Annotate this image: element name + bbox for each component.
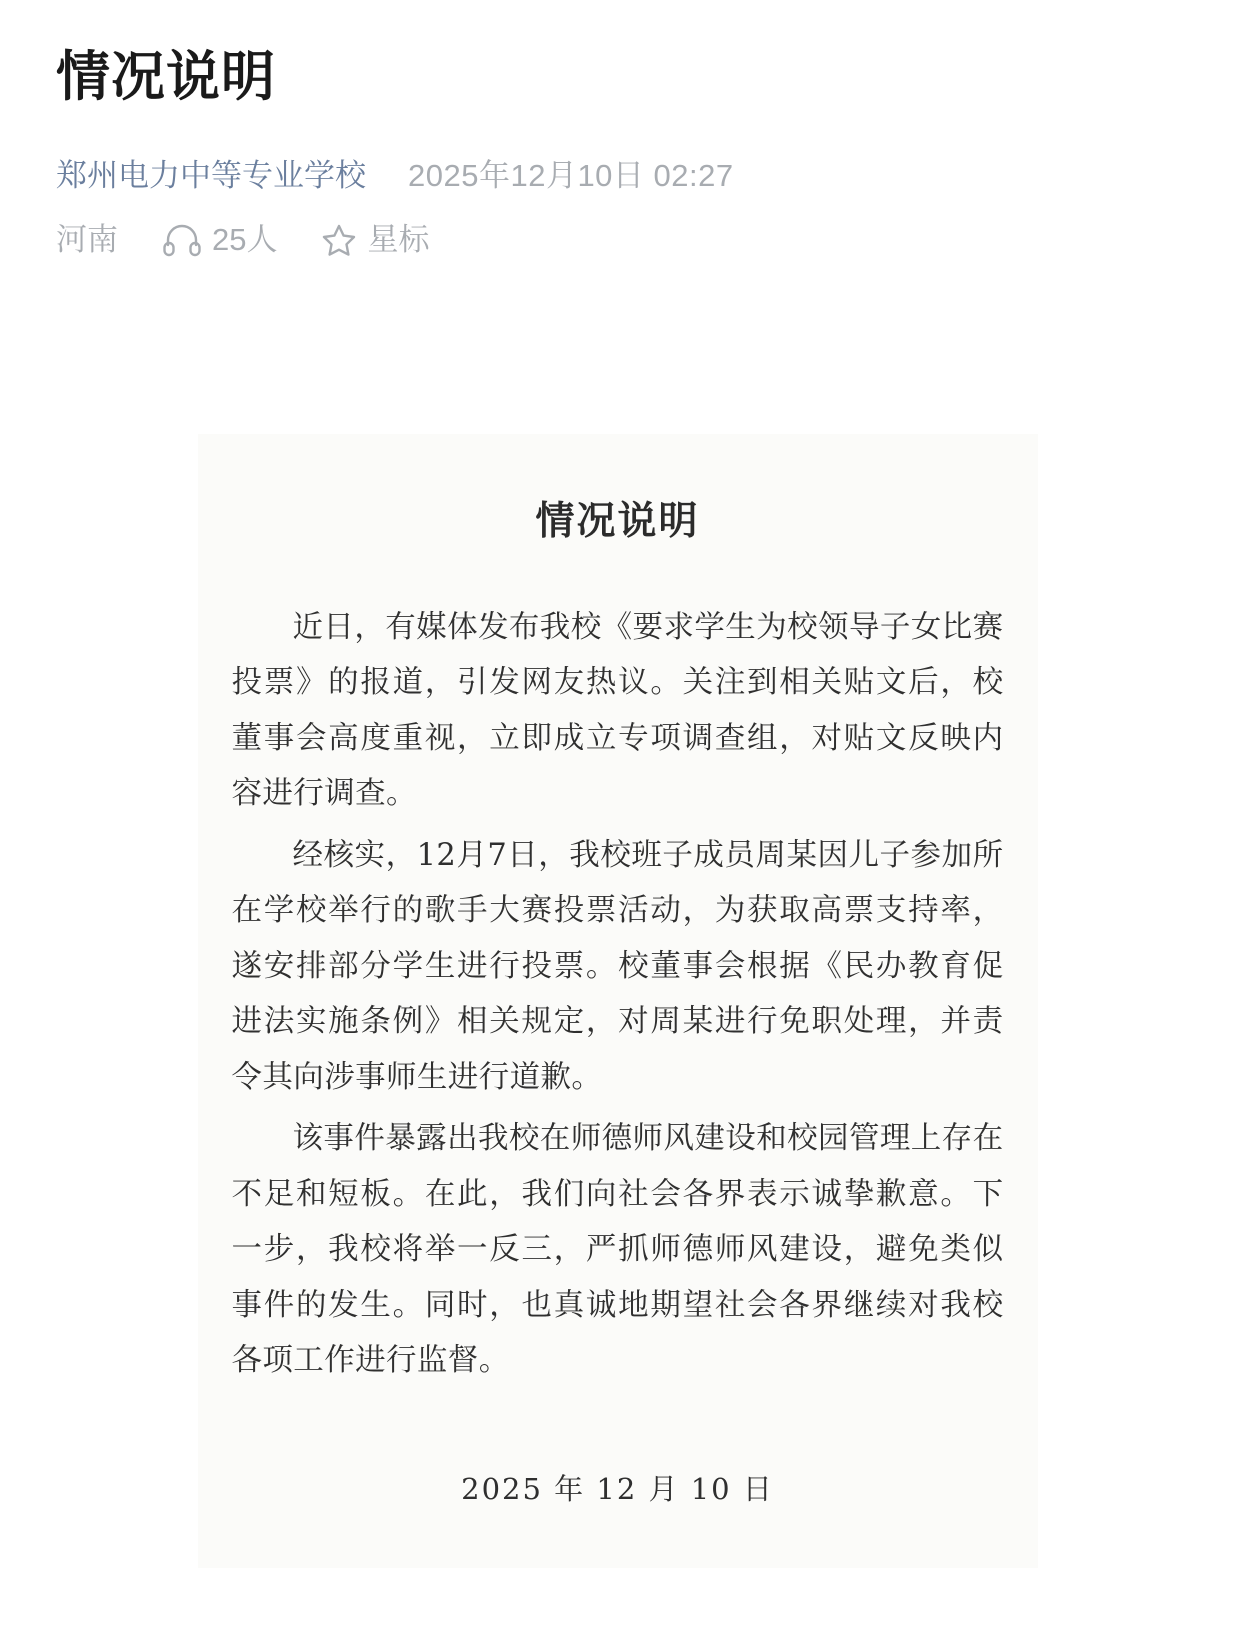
listen-count: 25人 bbox=[212, 221, 278, 257]
meta-row-secondary bbox=[56, 216, 1179, 264]
account-link[interactable]: 郑州电力中等专业学校 bbox=[56, 157, 366, 193]
document-paragraph: 经核实，12月7日，我校班子成员周某因儿子参加所在学校举行的歌手大赛投票活动，为获取高票支持率，遂安排部分学生进行投票。校董事会根据《民办教育促进法实施条例》相关规定，对周某进行免职处理，并责令其向涉事师生进行道歉。 bbox=[231, 837, 1004, 1095]
star-button[interactable] bbox=[321, 216, 429, 264]
page-title: 情况说明 bbox=[56, 47, 276, 107]
statement-document bbox=[198, 434, 1038, 1568]
star-label: 星标 bbox=[367, 221, 430, 257]
document-paragraph: 该事件暴露出我校在师德师风建设和校园管理上存在不足和短板。在此，我们向社会各界表示诚挚歉意。下一步，我校将举一反三，严抓师德师风建设，避免类似事件的发生。同时，也真诚地期望社会各界继续对我校各项工作进行监督。 bbox=[231, 1121, 1004, 1379]
publish-time: 2025年12月10日 02:27 bbox=[408, 157, 734, 193]
meta-row-primary bbox=[56, 152, 1179, 200]
document-paragraph: 近日，有媒体发布我校《要求学生为校领导子女比赛投票》的报道，引发网友热议。关注到相关贴文后，校董事会高度重视，立即成立专项调查组，对贴文反映内容进行调查。 bbox=[231, 609, 1004, 812]
document-body bbox=[232, 600, 1004, 1389]
region-label: 河南 bbox=[56, 221, 118, 257]
headphones-icon bbox=[162, 223, 202, 257]
star-icon bbox=[321, 223, 357, 257]
document-date: 2025 年 12 月 10 日 bbox=[461, 1471, 774, 1506]
document-title: 情况说明 bbox=[535, 497, 700, 544]
article-meta bbox=[56, 152, 1179, 264]
listen-button[interactable] bbox=[162, 216, 277, 264]
statement-image[interactable] bbox=[56, 434, 1179, 1628]
